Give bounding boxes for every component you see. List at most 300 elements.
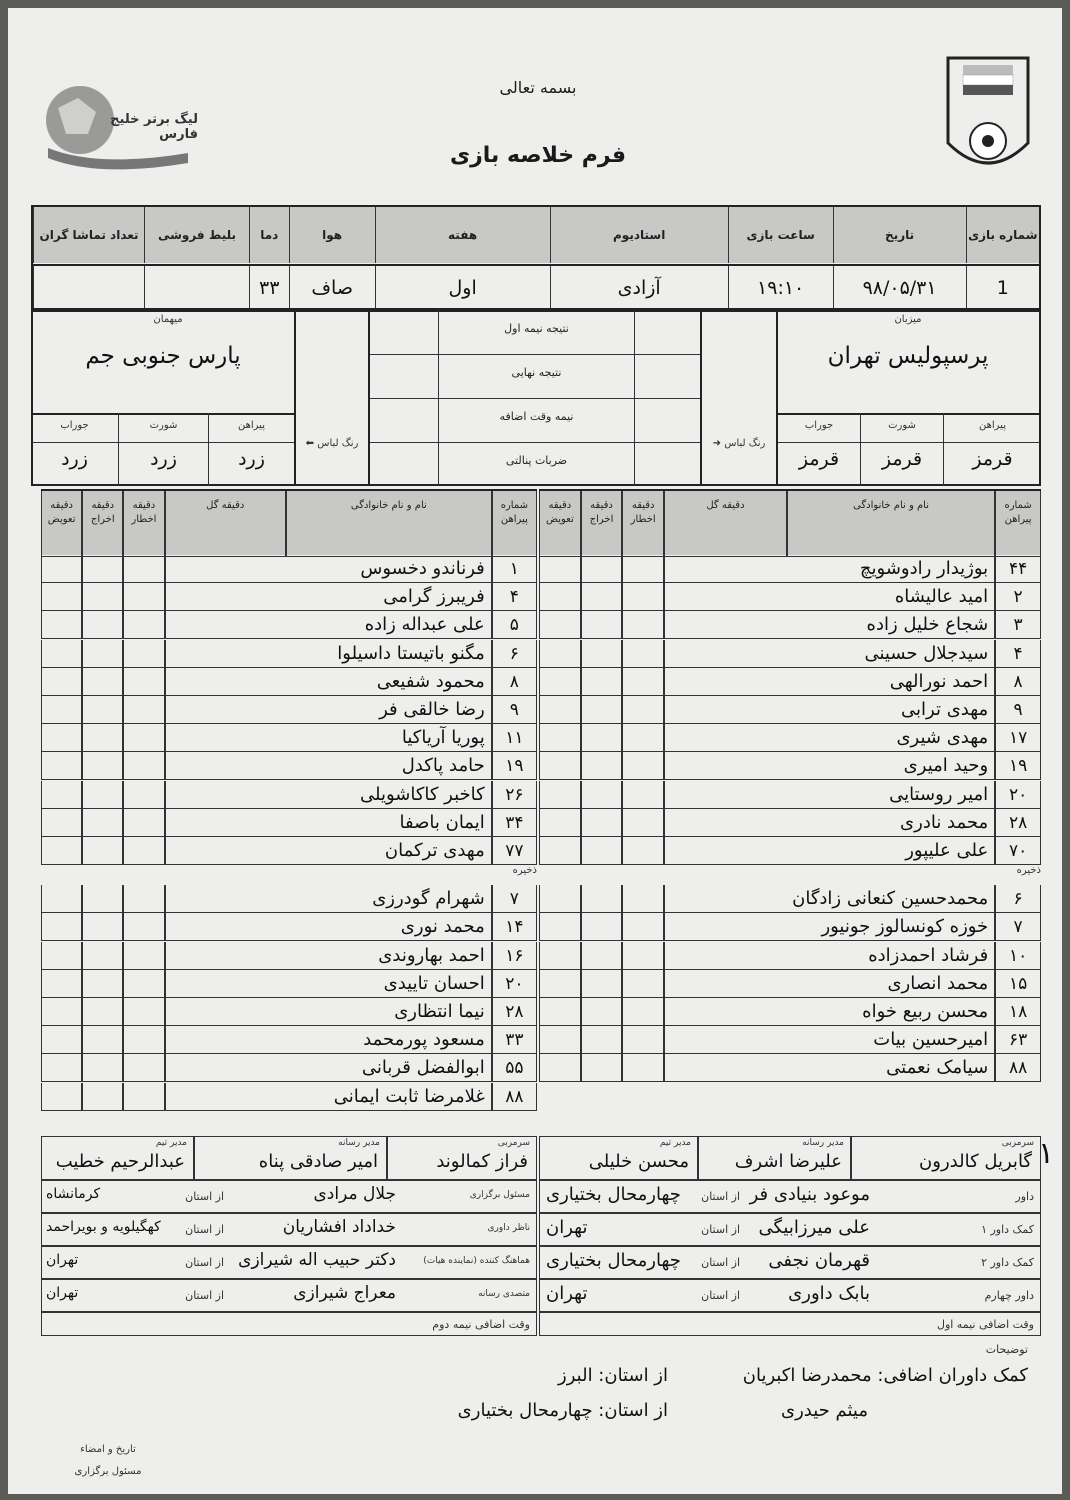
empty-cell [123,809,164,837]
table-row [41,752,537,780]
empty-cell [622,696,664,724]
form-title: فرم خلاصه بازی [449,143,627,168]
host-col-goal: دقیقه گل [664,491,787,557]
player-number: ۶ [995,885,1041,913]
empty-cell [581,885,623,913]
guest-manager-value: عبدالرحیم خطیب [55,1151,185,1172]
info-header-0: شماره بازی [966,207,1039,263]
empty-cell [123,640,164,668]
official-province: تهران [46,1252,79,1268]
empty-cell [581,640,623,668]
empty-cell [539,696,581,724]
table-row [539,583,1041,611]
player-name: مگنو باتیستا داسیلوا [165,640,492,668]
info-value-7 [144,264,249,308]
empty-cell [622,583,664,611]
empty-cell [82,1083,123,1111]
player-name: ایمان باصفا [165,809,492,837]
empty-cell [622,970,664,998]
empty-cell [82,752,123,780]
empty-cell [123,555,164,583]
player-name: مهدی ترابی [664,696,995,724]
host-kit-color-text: رنگ لباس [724,438,766,449]
empty-cell [82,1054,123,1082]
official-province-label: از استان [185,1289,224,1302]
table-row [41,809,537,837]
player-name: محمد انصاری [664,970,995,998]
host-manager [539,1136,698,1180]
table-row [539,998,1041,1026]
empty-cell [41,555,82,583]
empty-cell [41,837,82,865]
empty-cell [581,781,623,809]
arrow-right-icon: ➜ [712,438,722,449]
host-kit-socks-label: جوراب [804,420,834,431]
info-header-2: ساعت بازی [728,207,833,263]
player-number: ۱۷ [995,724,1041,752]
empty-cell [123,724,164,752]
table-row [41,837,537,865]
referee-name: بابک داوری [788,1283,870,1304]
table-row [539,913,1041,941]
empty-cell [539,640,581,668]
empty-cell [581,668,623,696]
player-number: ۱۸ [995,998,1041,1026]
empty-cell [41,809,82,837]
empty-cell [539,998,581,1026]
info-value-6: ۳۳ [249,264,289,308]
official-row [41,1180,537,1213]
player-name: خوزه کونسالوز جونیور [664,913,995,941]
empty-cell [581,998,623,1026]
empty-cell [82,668,123,696]
empty-cell [622,1026,664,1054]
player-name: شهرام گودرزی [165,885,492,913]
empty-cell [82,583,123,611]
referee-name: علی میرزابیگی [758,1217,870,1238]
player-name: مهدی ترکمان [165,837,492,865]
margin-mark: ۱ [1038,1136,1055,1171]
info-value-2: ۱۹:۱۰ [728,264,833,308]
player-number: ۲۶ [492,781,537,809]
empty-cell [123,885,164,913]
guest-kit-shirt-label: پیراهن [238,420,265,431]
guest-kit-socks-label: جوراب [60,420,89,431]
empty-cell [581,696,623,724]
empty-cell [539,781,581,809]
empty-cell [539,752,581,780]
official-province: کرمانشاه [46,1186,101,1202]
empty-cell [539,837,581,865]
host-label: میزبان [894,314,922,325]
empty-cell [41,913,82,941]
player-number: ۲۰ [995,781,1041,809]
player-number: ۱۱ [492,724,537,752]
host-kit-shirt: قرمز [972,448,1013,470]
referee-province: چهارمحال بختیاری [546,1184,681,1205]
referee-role: داور چهارم [984,1289,1034,1302]
player-name: رضا خالقی فر [165,696,492,724]
empty-cell [622,781,664,809]
result-divider [370,354,700,355]
table-row [539,696,1041,724]
referee-province: تهران [546,1283,588,1304]
host-reserve-label: ذخیره [1016,865,1041,877]
referee-province-label: از استان [701,1190,740,1203]
empty-cell [581,583,623,611]
table-row [41,970,537,998]
player-name: پوریا آریاکیا [165,724,492,752]
guest-coach [387,1136,537,1180]
host-team-name: پرسپولیس تهران [827,343,989,369]
host-manager-label: مدیر تیم [659,1138,691,1148]
table-row [41,885,537,913]
player-number: ۵ [492,611,537,639]
table-row [539,640,1041,668]
player-number: ۹ [492,696,537,724]
table-row [41,1054,537,1082]
table-row [539,970,1041,998]
guest-kit-socks: زرد [61,448,88,470]
empty-cell [41,885,82,913]
empty-cell [539,885,581,913]
player-name: مهدی شیری [664,724,995,752]
guest-reserve-label: ذخیره [512,865,537,877]
table-row [539,668,1041,696]
official-province-label: از استان [185,1223,224,1236]
host-kit-shorts: قرمز [881,448,923,470]
player-name: محمد نادری [664,809,995,837]
host-col-warning: دقیقه اخطار [622,491,664,557]
referee-province: چهارمحال بختیاری [546,1250,681,1271]
referee-name: قهرمان نجفی [768,1250,870,1271]
empty-cell [41,970,82,998]
signature-organizer: مسئول برگزاری [74,1466,142,1477]
player-name: محمدحسین کنعانی زادگان [664,885,995,913]
host-media-label: مدیر رسانه [802,1138,844,1148]
empty-cell [622,837,664,865]
federation-logo [943,53,1033,183]
guest-media-value: امیر صادقی پناه [258,1151,378,1172]
referee-province-label: از استان [701,1256,740,1269]
empty-cell [539,724,581,752]
player-number: ۶ [492,640,537,668]
empty-cell [123,1083,164,1111]
empty-cell [82,970,123,998]
empty-cell [622,998,664,1026]
empty-cell [622,1054,664,1082]
player-number: ۴ [995,640,1041,668]
empty-cell [82,640,123,668]
table-row [539,809,1041,837]
empty-cell [123,1054,164,1082]
empty-cell [41,668,82,696]
empty-cell [622,668,664,696]
extra-time-second-half: وقت اضافی نیمه دوم [41,1312,537,1336]
player-number: ۸۸ [492,1083,537,1111]
table-row [539,611,1041,639]
empty-cell [41,1083,82,1111]
referee-row [539,1246,1041,1279]
guest-col-sendoff: دقیقه اخراج [82,491,123,557]
empty-cell [581,1054,623,1082]
empty-cell [82,724,123,752]
empty-cell [622,752,664,780]
league-logo [38,68,198,173]
player-number: ۶۳ [995,1026,1041,1054]
info-header-6: دما [249,207,289,263]
table-row [539,1026,1041,1054]
guest-kit-shorts: زرد [150,448,177,470]
referee-row [539,1279,1041,1312]
empty-cell [581,942,623,970]
player-name: وحید امیری [664,752,995,780]
empty-cell [123,752,164,780]
empty-cell [622,724,664,752]
guest-col-sub: دقیقه تعویض [41,491,82,557]
result-label-1: نتیجه نهایی [511,366,562,379]
empty-cell [539,913,581,941]
empty-cell [41,998,82,1026]
table-row [539,781,1041,809]
empty-cell [41,611,82,639]
empty-cell [123,998,164,1026]
empty-cell [622,942,664,970]
official-role: هماهنگ کننده (نماینده هیات) [423,1256,530,1266]
table-row [539,942,1041,970]
guest-media [194,1136,387,1180]
notes-line1: کمک داوران اضافی: محمدرضا اکبریان [742,1365,1028,1386]
empty-cell [82,885,123,913]
empty-cell [581,1026,623,1054]
player-number: ۳۳ [492,1026,537,1054]
empty-cell [539,809,581,837]
player-number: ۲ [995,583,1041,611]
table-row [41,668,537,696]
info-header-4: هفته [375,207,550,263]
federation-shield-icon [943,53,1033,183]
referee-name: موعود بنیادی فر [749,1184,870,1205]
empty-cell [82,837,123,865]
table-row [41,583,537,611]
result-divider [370,398,700,399]
official-row [41,1213,537,1246]
official-name: معراج شیرازی [293,1283,396,1303]
empty-cell [82,611,123,639]
player-name: علی عبداله زاده [165,611,492,639]
empty-cell [539,555,581,583]
host-coach-label: سرمربی [1001,1138,1034,1148]
table-row [41,611,537,639]
player-number: ۷۰ [995,837,1041,865]
empty-cell [622,555,664,583]
official-role: متصدی رسانه [478,1289,530,1299]
notes-line2: میثم حیدری [781,1400,868,1421]
empty-cell [123,942,164,970]
player-name: امیر روستایی [664,781,995,809]
player-name: امید عالیشاه [664,583,995,611]
player-name: فریبرز گرامی [165,583,492,611]
info-value-4: اول [375,264,550,308]
referee-row [539,1213,1041,1246]
info-value-1: ۹۸/۰۵/۳۱ [833,264,966,308]
league-logo-text: لیگ برتر خلیج فارس [110,112,198,142]
player-name: علی علیپور [664,837,995,865]
host-media [698,1136,851,1180]
empty-cell [41,640,82,668]
player-number: ۹ [995,696,1041,724]
player-name: فرناندو دخسوس [165,555,492,583]
arrow-left-icon: ⬅ [305,438,315,449]
player-name: بوژیدار رادوشویچ [664,555,995,583]
official-province: کهگیلویه و بویراحمد [46,1219,161,1235]
empty-cell [123,668,164,696]
info-value-3: آزادی [550,264,728,308]
official-row [41,1279,537,1312]
official-province-label: از استان [185,1190,224,1203]
empty-cell [123,837,164,865]
empty-cell [539,1054,581,1082]
result-label-0: نتیجه نیمه اول [504,322,569,335]
empty-cell [82,913,123,941]
empty-cell [123,781,164,809]
guest-kit-color-text: رنگ لباس [317,438,359,449]
referee-role: داور [1015,1190,1034,1203]
player-number: ۲۰ [492,970,537,998]
table-row [41,913,537,941]
host-kit-shorts-label: شورت [888,420,916,431]
guest-manager-label: مدیر تیم [155,1138,187,1148]
result-label-3: ضربات پنالتی [505,454,568,467]
player-number: ۱۰ [995,942,1041,970]
info-value-0: 1 [966,264,1039,308]
notes-line2-province: از استان: چهارمحال بختیاری [457,1400,668,1421]
info-header-5: هوا [289,207,375,263]
empty-cell [581,555,623,583]
host-manager-value: محسن خلیلی [588,1151,689,1172]
empty-cell [82,555,123,583]
player-name: نیما انتظاری [165,998,492,1026]
empty-cell [123,1026,164,1054]
official-province-label: از استان [185,1256,224,1269]
empty-cell [41,752,82,780]
host-col-sub: دقیقه تعویض [539,491,581,557]
host-kit-socks: قرمز [798,448,840,470]
result-label-2: نیمه وقت اضافه [499,410,574,423]
info-value-8 [33,264,144,308]
table-row [41,555,537,583]
guest-kit-color-label [297,438,367,449]
table-row [539,752,1041,780]
empty-cell [622,611,664,639]
referee-province-label: از استان [701,1289,740,1302]
table-row [41,724,537,752]
official-role: ناظر داوری [487,1223,530,1233]
empty-cell [539,970,581,998]
guest-manager [41,1136,194,1180]
guest-players-header [41,489,537,555]
referee-role: کمک داور ۲ [981,1256,1034,1269]
guest-media-label: مدیر رسانه [338,1138,380,1148]
player-number: ۵۵ [492,1054,537,1082]
notes-line1-province: از استان: البرز [558,1365,668,1386]
player-number: ۱۵ [995,970,1041,998]
guest-label: میهمان [153,314,183,325]
empty-cell [581,837,623,865]
empty-cell [123,611,164,639]
empty-cell [539,1026,581,1054]
player-name: ابوالفضل قربانی [165,1054,492,1082]
empty-cell [82,781,123,809]
empty-cell [41,1054,82,1082]
player-name: احمد بهاروندی [165,942,492,970]
official-role: مسئول برگزاری [469,1190,530,1200]
empty-cell [622,809,664,837]
guest-kit-shirt: زرد [238,448,265,470]
empty-cell [581,809,623,837]
form-sheet [8,8,1062,1494]
guest-col-name: نام و نام خانوادگی [286,491,492,557]
host-kit-shirt-label: پیراهن [979,420,1006,431]
table-row [539,1054,1041,1082]
signature-date: تاریخ و امضاء [80,1444,136,1455]
empty-cell [581,611,623,639]
player-name: محمود شفیعی [165,668,492,696]
player-number: ۴ [492,583,537,611]
official-name: دکتر حبیب اله شیرازی [238,1250,396,1270]
player-number: ۱۴ [492,913,537,941]
player-name: احمد نورالهی [664,668,995,696]
host-col-sendoff: دقیقه اخراج [581,491,623,557]
extra-time-first-half: وقت اضافی نیمه اول [539,1312,1041,1336]
empty-cell [41,696,82,724]
host-col-name: نام و نام خانوادگی [787,491,995,557]
player-number: ۲۸ [492,998,537,1026]
info-header-3: استادیوم [550,207,728,263]
empty-cell [622,885,664,913]
guest-team-name: پارس جنوبی جم [85,343,241,369]
guest-kit-shorts-label: شورت [149,420,178,431]
basmala: بسمه تعالی [499,78,577,97]
table-row [41,781,537,809]
host-col-shirt: شماره پیراهن [995,491,1041,557]
player-number: ۴۴ [995,555,1041,583]
player-name: غلامرضا ثابت ایمانی [165,1083,492,1111]
guest-col-shirt: شماره پیراهن [492,491,537,557]
empty-cell [82,809,123,837]
info-header-1: تاریخ [833,207,966,263]
table-row [41,998,537,1026]
info-header-7: بلیط فروشی [144,207,249,263]
player-number: ۷۷ [492,837,537,865]
player-name: سیدجلال حسینی [664,640,995,668]
info-header-8: تعداد تماشا گران [33,207,144,263]
host-coach [851,1136,1041,1180]
empty-cell [41,1026,82,1054]
info-value-5: صاف [289,264,375,308]
empty-cell [82,696,123,724]
empty-cell [622,640,664,668]
empty-cell [581,913,623,941]
empty-cell [41,781,82,809]
table-row [41,696,537,724]
table-row [539,555,1041,583]
player-name: محمد نوری [165,913,492,941]
table-row [41,1026,537,1054]
host-media-value: علیرضا اشرف [734,1151,842,1172]
player-number: ۷ [995,913,1041,941]
guest-coach-value: فراز کمالوند [436,1151,528,1172]
